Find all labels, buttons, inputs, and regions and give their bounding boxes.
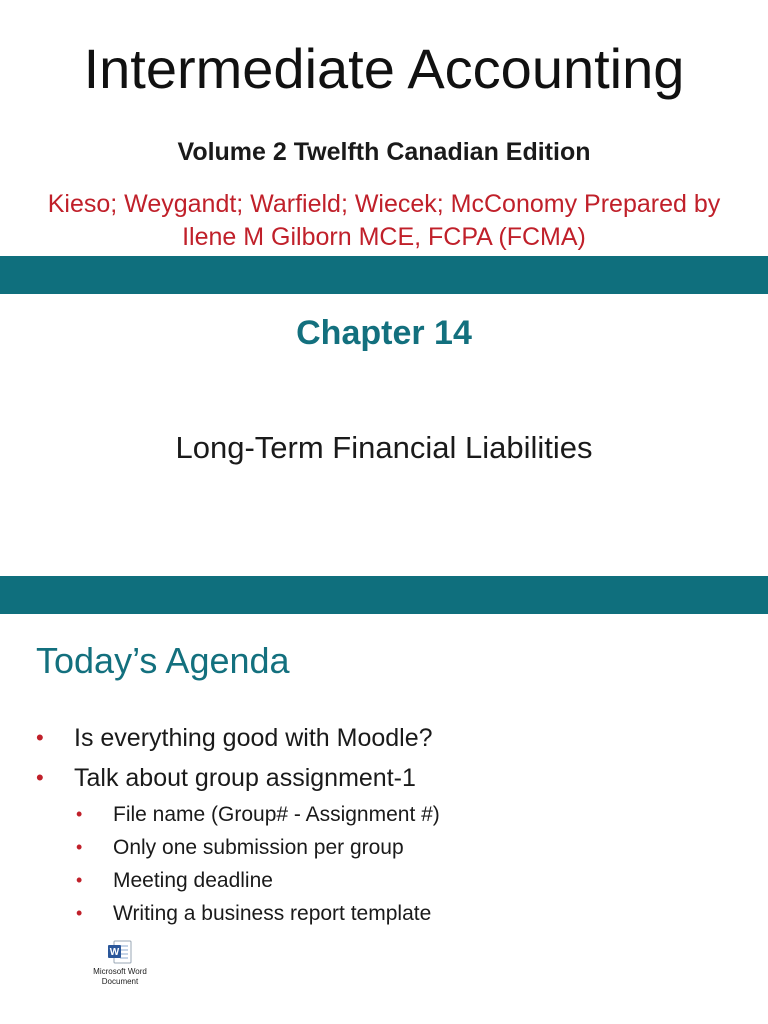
agenda-sub-item [36,864,736,897]
bullet-icon: • [76,903,83,923]
agenda-item [36,718,736,758]
divider-band-bottom [0,576,768,614]
embedded-object-label: Microsoft Word Document [93,967,147,986]
bullet-icon: • [36,765,44,790]
chapter-heading: Chapter 14 [296,314,472,352]
chapter-topic: Long-Term Financial Liabilities [175,430,593,465]
word-icon-letter: W [109,947,120,958]
bullet-icon: • [36,725,44,750]
agenda-list [36,718,736,930]
agenda-sub-item-text: Meeting deadline [113,869,273,892]
embedded-word-document[interactable] [82,940,158,987]
word-document-icon [107,940,133,964]
agenda-sub-item-text: Only one submission per group [113,836,404,859]
edition-subtitle: Volume 2 Twelfth Canadian Edition [177,138,591,166]
bullet-icon: • [76,804,83,824]
bullet-icon: • [76,837,83,857]
agenda-item [36,758,736,798]
authors-line: Kieso; Weygandt; Warfield; Wiecek; McConomy Prepared by Ilene M Gilborn MCE, FCPA (FCMA) [47,190,721,251]
agenda-item-text: Talk about group assignment-1 [74,764,416,792]
agenda-sub-item [36,897,736,930]
bullet-icon: • [76,870,83,890]
agenda-heading: Today’s Agenda [36,640,290,681]
agenda-sub-item [36,831,736,864]
agenda-sub-item [36,798,736,831]
divider-band-top [0,256,768,294]
agenda-item-text: Is everything good with Moodle? [74,724,433,752]
agenda-sub-item-text: File name (Group# - Assignment #) [113,803,440,826]
slide-title: Intermediate Accounting [83,37,685,100]
agenda-sub-item-text: Writing a business report template [113,902,432,925]
